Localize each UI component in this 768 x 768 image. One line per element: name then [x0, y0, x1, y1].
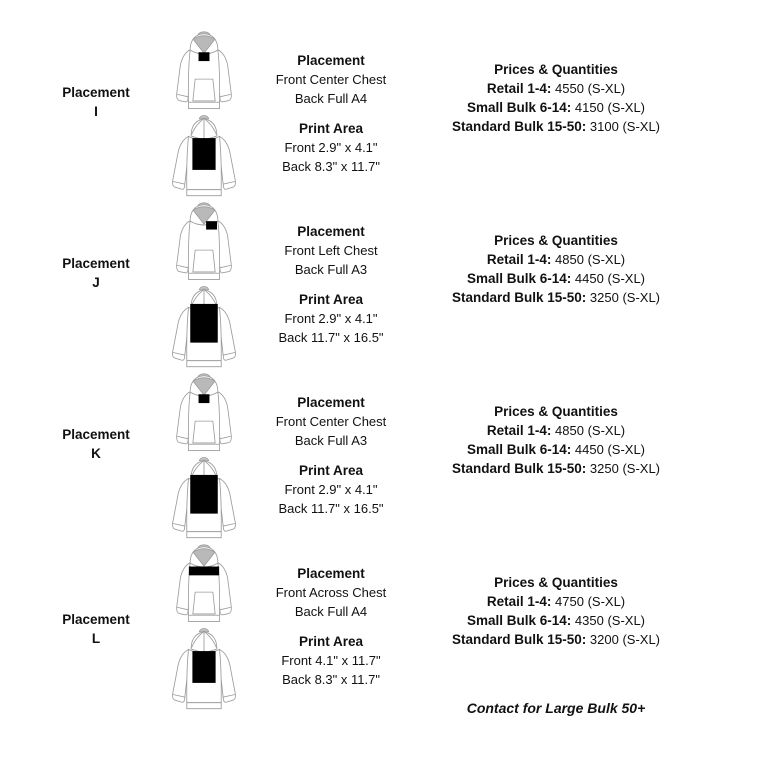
hoodie-illustrations: [152, 372, 256, 543]
row-label-line1: Placement: [62, 84, 130, 100]
hoodie-illustrations: [152, 201, 256, 372]
price-line-standard-bulk: Standard Bulk 15-50: 3200 (S-XL): [451, 632, 660, 647]
placement-row-k: [40, 372, 768, 543]
print-area-heading: Print Area: [298, 121, 364, 136]
placement-back: Back Full A4: [294, 604, 368, 619]
row-label-line2: K: [91, 445, 101, 461]
hoodie-front-icon: [164, 372, 244, 456]
price-line-standard-bulk: Standard Bulk 15-50: 3250 (S-XL): [451, 461, 660, 476]
placement-details: [256, 372, 406, 543]
hoodie-back-icon: [162, 456, 246, 542]
hoodie-front-icon: [164, 30, 244, 114]
placement-front: Front Center Chest: [275, 72, 387, 87]
row-label-line1: Placement: [62, 612, 130, 627]
price-line-standard-bulk: Standard Bulk 15-50: 3100 (S-XL): [451, 119, 660, 134]
price-line-retail: Retail 1-4: 4550 (S-XL): [486, 81, 626, 96]
front-print-across-chest: [189, 567, 219, 576]
placement-block: [256, 393, 406, 450]
row-label-line2: I: [94, 103, 98, 119]
placement-heading: Placement: [297, 566, 365, 581]
print-area-block: [256, 632, 406, 689]
row-label: [40, 16, 152, 187]
back-print-a3: [190, 304, 218, 343]
placement-back: Back Full A3: [294, 433, 368, 448]
price-line-small-bulk: Small Bulk 6-14: 4150 (S-XL): [466, 100, 645, 115]
placement-details: [256, 201, 406, 372]
row-label-line1: Placement: [62, 255, 130, 271]
back-print-a4: [192, 651, 215, 683]
prices-block: [406, 231, 706, 307]
price-line-small-bulk: Small Bulk 6-14: 4350 (S-XL): [466, 613, 645, 628]
placement-row-i: [40, 30, 768, 201]
print-area-back: Back 11.7" x 16.5": [278, 501, 384, 516]
hoodie-front-icon: [164, 201, 244, 285]
row-label-line2: J: [92, 274, 100, 290]
back-print-a3: [190, 475, 218, 514]
print-area-block: [256, 290, 406, 347]
print-area-back: Back 11.7" x 16.5": [278, 330, 384, 345]
prices-heading: Prices & Quantities: [494, 575, 618, 590]
placement-front: Front Across Chest: [275, 585, 387, 600]
placement-block: [256, 222, 406, 279]
prices-column: [406, 372, 706, 543]
print-area-back: Back 8.3" x 11.7": [282, 159, 380, 174]
contact-note: Contact for Large Bulk 50+: [466, 700, 646, 716]
price-line-small-bulk: Small Bulk 6-14: 4450 (S-XL): [466, 271, 645, 286]
prices-block: [406, 60, 706, 136]
prices-heading: Prices & Quantities: [494, 404, 618, 419]
print-area-front: Front 2.9" x 4.1": [284, 140, 378, 155]
placement-heading: Placement: [297, 224, 365, 239]
prices-column: [406, 201, 706, 372]
placement-details: [256, 30, 406, 201]
prices-column: [406, 30, 706, 201]
price-line-retail: Retail 1-4: 4850 (S-XL): [486, 423, 626, 438]
placement-front: Front Left Chest: [284, 243, 378, 258]
front-print-center-chest: [199, 394, 210, 403]
prices-heading: Prices & Quantities: [494, 233, 618, 248]
price-line-retail: Retail 1-4: 4850 (S-XL): [486, 252, 626, 267]
row-label-line2: L: [91, 631, 101, 646]
price-line-retail: Retail 1-4: 4750 (S-XL): [486, 594, 626, 609]
placement-block: [256, 564, 406, 621]
print-area-heading: Print Area: [298, 292, 364, 307]
front-print-left-chest: [206, 221, 217, 229]
row-label: [40, 529, 152, 729]
placement-row-j: [40, 201, 768, 372]
print-area-back: Back 8.3" x 11.7": [282, 672, 380, 687]
print-area-block: [256, 461, 406, 518]
print-area-front: Front 2.9" x 4.1": [284, 311, 378, 326]
row-label: [40, 187, 152, 358]
prices-heading: Prices & Quantities: [494, 62, 618, 77]
print-area-block: [256, 119, 406, 176]
print-area-front: Front 4.1" x 11.7": [281, 653, 381, 668]
prices-block: [406, 402, 706, 478]
placement-details: [256, 543, 406, 743]
placement-back: Back Full A3: [294, 262, 368, 277]
price-line-small-bulk: Small Bulk 6-14: 4450 (S-XL): [466, 442, 645, 457]
hoodie-illustrations: [152, 543, 256, 743]
print-area-front: Front 2.9" x 4.1": [284, 482, 378, 497]
placement-block: [256, 51, 406, 108]
back-print-a4: [192, 138, 215, 170]
hoodie-illustrations: [152, 30, 256, 201]
hoodie-back-icon: [162, 627, 246, 713]
placement-heading: Placement: [297, 53, 365, 68]
placement-heading: Placement: [297, 395, 365, 410]
row-label: [40, 358, 152, 529]
hoodie-front-icon: [164, 543, 244, 627]
placement-back: Back Full A4: [294, 91, 368, 106]
row-label-line1: Placement: [62, 426, 130, 442]
hoodie-back-icon: [162, 285, 246, 371]
placement-front: Front Center Chest: [275, 414, 387, 429]
print-area-heading: Print Area: [298, 634, 364, 649]
print-area-heading: Print Area: [298, 463, 364, 478]
prices-block: [406, 573, 706, 649]
price-line-standard-bulk: Standard Bulk 15-50: 3250 (S-XL): [451, 290, 660, 305]
front-print-center-chest: [199, 52, 210, 61]
hoodie-back-icon: [162, 114, 246, 200]
